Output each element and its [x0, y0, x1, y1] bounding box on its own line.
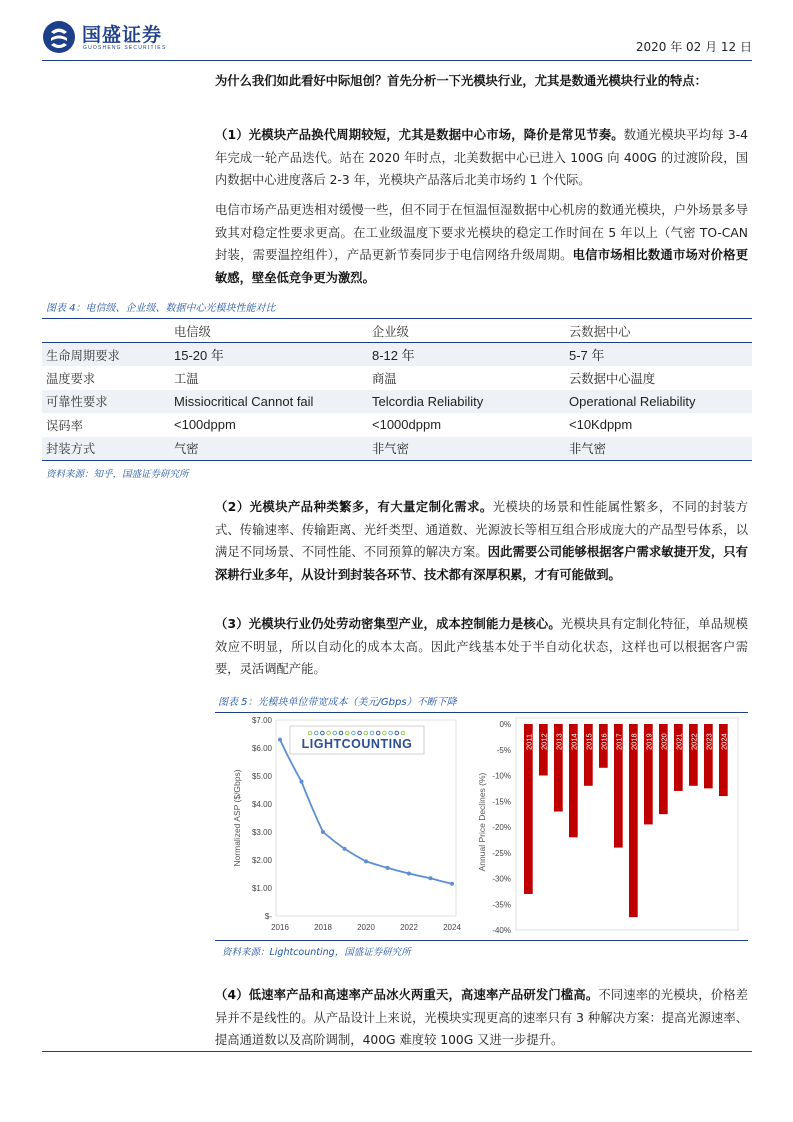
price-decline-bar-chart — [472, 714, 744, 938]
decline-ytick-label: -35% — [492, 900, 511, 910]
table-cell: 温度要求 — [46, 371, 96, 386]
decline-ytick-label: -25% — [492, 848, 511, 858]
asp-data-point — [450, 882, 454, 886]
decline-bar — [689, 724, 698, 786]
asp-ytick-label: $7.00 — [251, 716, 272, 725]
asp-ytick-label: $4.00 — [251, 800, 272, 809]
decline-bar-year-label: 2019 — [644, 733, 654, 750]
asp-xtick-label: 2020 — [357, 923, 375, 932]
asp-xtick-label: 2024 — [443, 923, 461, 932]
decline-bar-year-label: 2023 — [704, 733, 714, 750]
decline-bar-year-label: 2017 — [614, 733, 624, 750]
table-cell: 生命周期要求 — [42, 343, 170, 367]
asp-xtick-label: 2022 — [400, 923, 418, 932]
asp-data-point — [429, 876, 433, 880]
point4-paragraph — [215, 984, 748, 1052]
table-header-row — [42, 319, 752, 343]
table-row — [42, 343, 752, 367]
asp-ytick-label: $3.00 — [251, 828, 272, 837]
point4-heading: （4）低速率产品和高速率产品冰火两重天，高速率产品研发门槛高。 — [215, 988, 599, 1002]
asp-ytick-label: $- — [264, 912, 272, 921]
asp-ylabel: Normalized ASP ($/Gbps) — [232, 769, 242, 867]
decline-bar-year-label: 2018 — [629, 733, 639, 750]
intro-paragraph — [215, 70, 748, 93]
decline-bar — [584, 724, 593, 786]
asp-ytick-label: $5.00 — [251, 772, 272, 781]
point3-paragraph — [215, 613, 748, 681]
table-cell: <1000dppm — [372, 417, 442, 433]
asp-data-point — [386, 866, 390, 870]
comparison-table — [42, 318, 752, 461]
asp-line-chart — [222, 714, 462, 938]
report-date: 2020 年 02 月 12 日 — [635, 40, 752, 54]
table-caption: 图表 4：电信级、企业级、数据中心光模块性能对比 — [46, 303, 276, 314]
page-header — [42, 18, 752, 62]
decline-bar-year-label: 2015 — [584, 733, 594, 750]
point1b-paragraph — [215, 199, 748, 289]
brand-name-en: GUOSHENG SECURITIES — [83, 45, 167, 51]
point2-heading: （2）光模块产品种类繁多，有大量定制化需求。 — [215, 500, 493, 514]
table-header-cell: 企业级 — [368, 319, 565, 343]
table-row — [42, 413, 752, 437]
asp-xtick-label: 2018 — [314, 923, 332, 932]
table-header-cell: 云数据中心 — [565, 319, 752, 343]
decline-ytick-label: -15% — [492, 797, 511, 807]
table-cell: Missiocritical Cannot fail — [170, 390, 368, 414]
point1-body: 数通光模块平均每 3-4 年完成一轮产品迭代。站在 2020 年时点，北美数据中心已进入 100G 向 400G 的过渡阶段，国内数据中心进度落后 2-3 年，光模块产品落后北美市场约 1 个代际。 — [215, 128, 749, 187]
table-cell: Operational Reliability — [565, 390, 752, 414]
point2-body: 光模块的场景和性能属性繁多，不同的封装方式、传输速率、传输距离、光纤类型、通道数、光源波长等相互组合形成庞大的产品型号体系，以满足不同场景、不同性能、不同预算的解决方案。 — [215, 500, 748, 559]
table-cell: 气密 — [170, 437, 368, 461]
asp-ytick-label: $1.00 — [251, 884, 272, 893]
decline-ytick-label: -40% — [492, 926, 511, 935]
header-divider — [42, 60, 752, 61]
point3-heading: （3）光模块行业仍处劳动密集型产业，成本控制能力是核心。 — [215, 617, 561, 631]
intro-text: 为什么我们如此看好中际旭创？首先分析一下光模块行业，尤其是数通光模块行业的特点： — [215, 74, 707, 88]
table-cell: 商温 — [372, 371, 397, 386]
asp-data-point — [300, 780, 304, 784]
table-header-cell — [42, 319, 170, 343]
asp-data-point — [278, 738, 282, 742]
decline-bar-year-label: 2022 — [689, 733, 699, 750]
decline-bar-year-label: 2011 — [524, 733, 534, 750]
decline-bar-year-label: 2013 — [554, 733, 564, 750]
table-cell: 可靠性要求 — [42, 390, 170, 414]
table-cell: 误码率 — [46, 418, 83, 433]
decline-bar-year-label: 2024 — [719, 733, 729, 750]
point1b-body: 电信市场产品更迭相对缓慢一些，但不同于在恒温恒湿数据中心机房的数通光模块，户外场景多导致其对稳定性要求更高。在工业级温度下要求光模块的稳定工作时间在 5 年以上（气密 TO-CAN 封装，需要温控组件），产品更新节奏同步于电信网络升级周期。 — [215, 203, 748, 262]
point2-paragraph — [215, 496, 748, 586]
decline-bar-year-label: 2020 — [659, 733, 669, 750]
brand-name: 国盛证券 — [82, 24, 163, 46]
lightcounting-logo-text: LIGHTCOUNTING — [301, 737, 413, 751]
table-cell: Telcordia Reliability — [368, 390, 565, 414]
asp-data-point — [407, 871, 411, 875]
lightcounting-logo — [290, 726, 424, 754]
decline-bar-year-label: 2012 — [539, 733, 549, 750]
table-cell: 非气密 — [565, 437, 752, 461]
point3-body: 光模块具有定制化特征，单品规模效应不明显，所以自动化的成本太高。因此产线基本处于半自动化状态，这样也可以根据客户需要，灵活调配产能。 — [215, 617, 748, 676]
asp-data-point — [364, 859, 368, 863]
decline-ytick-label: 0% — [499, 720, 511, 729]
asp-ytick-label: $6.00 — [251, 744, 272, 753]
table-row — [42, 390, 752, 414]
point1b-conclusion: 电信市场相比数通市场对价格更敏感，壁垒低竞争更为激烈。 — [215, 248, 748, 285]
table-header-cell: 电信级 — [170, 319, 368, 343]
decline-bar-year-label: 2014 — [569, 733, 579, 750]
table-cell: 8-12 年 — [368, 343, 565, 367]
table-cell: 15-20 年 — [170, 343, 368, 367]
decline-bar-year-label: 2016 — [599, 733, 609, 750]
table-cell: 封装方式 — [42, 437, 170, 461]
table-cell: 非气密 — [368, 437, 565, 461]
table-source: 资料来源：知乎，国盛证券研究所 — [46, 469, 189, 480]
asp-data-point — [343, 847, 347, 851]
table-cell: 云数据中心温度 — [569, 371, 656, 386]
point4-body: 不同速率的光模块，价格差异并不是线性的。从产品设计上来说，光模块实现更高的速率只有 3 种解决方案：提高光源速率、提高通道数以及高阶调制，400G 难度较 100G 又进一步提升。 — [215, 988, 748, 1047]
table-row — [42, 437, 752, 461]
decline-bar-year-label: 2021 — [674, 733, 684, 750]
table-cell: <100dppm — [174, 417, 236, 433]
table-cell: <10Kdppm — [569, 417, 633, 433]
table-cell: 工温 — [174, 371, 199, 386]
point1-paragraph — [215, 124, 748, 192]
table-row — [42, 366, 752, 390]
decline-ylabel: Annual Price Declines (%) — [477, 772, 487, 872]
decline-ytick-label: -20% — [492, 823, 511, 832]
asp-xtick-label: 2016 — [271, 923, 289, 932]
figure-caption: 图表 5：光模块单位带宽成本（美元/Gbps）不断下降 — [218, 697, 457, 708]
table-cell: 5-7 年 — [565, 343, 752, 367]
guosheng-logo-icon — [42, 20, 76, 54]
decline-ytick-label: -5% — [496, 745, 511, 755]
footer-divider — [42, 1051, 752, 1052]
figure-source: 资料来源：Lightcounting，国盛证券研究所 — [222, 947, 411, 958]
decline-ytick-label: -10% — [492, 771, 511, 781]
asp-ytick-label: $2.00 — [251, 856, 272, 865]
decline-bar — [629, 724, 638, 917]
asp-data-point — [321, 830, 325, 834]
point1-heading: （1）光模块产品换代周期较短，尤其是数据中心市场，降价是常见节奏。 — [215, 128, 624, 142]
point2-conclusion: 因此需要公司能够根据客户需求敏捷开发，只有深耕行业多年，从设计到封装各环节、技术都有深厚积累，才有可能做到。 — [215, 545, 748, 582]
decline-ytick-label: -30% — [492, 874, 511, 884]
